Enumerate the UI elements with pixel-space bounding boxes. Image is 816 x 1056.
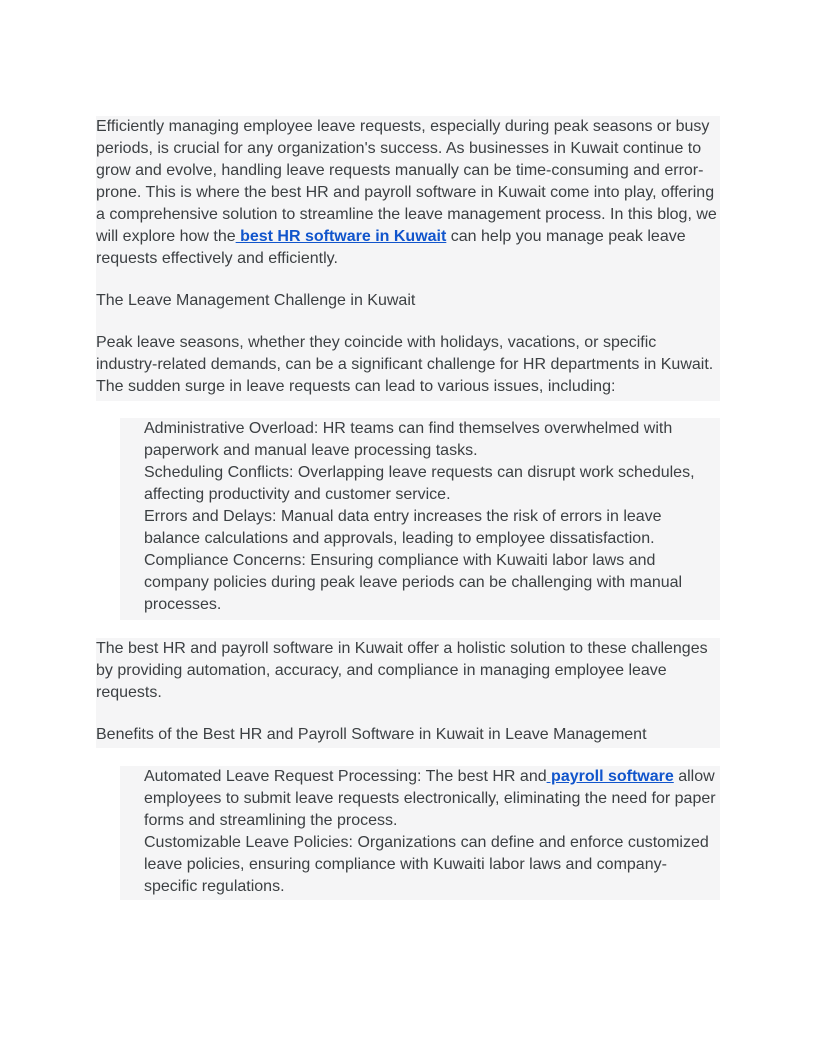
solution-paragraph: The best HR and payroll software in Kuwait offer a holistic solution to these challenges by providing automation, accuracy, and compliance in managing employee leave requests. — [96, 640, 708, 701]
list-item: Customizable Leave Policies: Organizations can define and enforce customized leave policies, ensuring compliance with Kuwaiti labor laws and company-specific regulations. — [144, 834, 709, 895]
benefits-heading: Benefits of the Best HR and Payroll Software in Kuwait in Leave Management — [96, 726, 647, 743]
challenge-paragraph: Peak leave seasons, whether they coincide with holidays, vacations, or specific industry-related demands, can be a significant challenge for HR departments in Kuwait. The sudden surge in leave requests can lead to various issues, including: — [96, 334, 714, 395]
intro-section — [96, 116, 720, 401]
best-hr-software-link[interactable]: best HR software in Kuwait — [235, 228, 447, 245]
benefit-text-start: Automated Leave Request Processing: The best HR and — [144, 768, 547, 785]
list-item: Errors and Delays: Manual data entry increases the risk of errors in leave balance calculations and approvals, leading to employee dissatisfaction. — [144, 508, 662, 547]
challenge-heading: The Leave Management Challenge in Kuwait — [96, 292, 416, 309]
list-item — [144, 766, 720, 832]
intro-paragraph — [96, 116, 720, 270]
solution-section — [96, 638, 720, 748]
intro-text-end: can help you manage peak leave requests effectively and efficiently. — [96, 228, 686, 267]
list-item: Administrative Overload: HR teams can find themselves overwhelmed with paperwork and manual leave processing tasks. — [144, 420, 673, 459]
challenges-list — [120, 418, 720, 620]
intro-text-start: Efficiently managing employee leave requests, especially during peak seasons or busy periods, is crucial for any organization's success. As businesses in Kuwait continue to grow and evolve, handling leave requests manually can be time-consuming and error-prone. This is where the best HR and payroll software in Kuwait come into play, offering a comprehensive solution to streamline the leave management process. In this blog, we will explore how the — [96, 118, 717, 245]
payroll-software-link[interactable]: payroll software — [546, 768, 674, 785]
list-item: Scheduling Conflicts: Overlapping leave requests can disrupt work schedules, affecting productivity and customer service. — [144, 464, 695, 503]
benefit-text-end: allow employees to submit leave requests electronically, eliminating the need for paper forms and streamlining the process. — [144, 768, 716, 829]
benefits-list — [120, 766, 720, 900]
list-item: Compliance Concerns: Ensuring compliance with Kuwaiti labor laws and company policies during peak leave periods can be challenging with manual processes. — [144, 552, 683, 613]
